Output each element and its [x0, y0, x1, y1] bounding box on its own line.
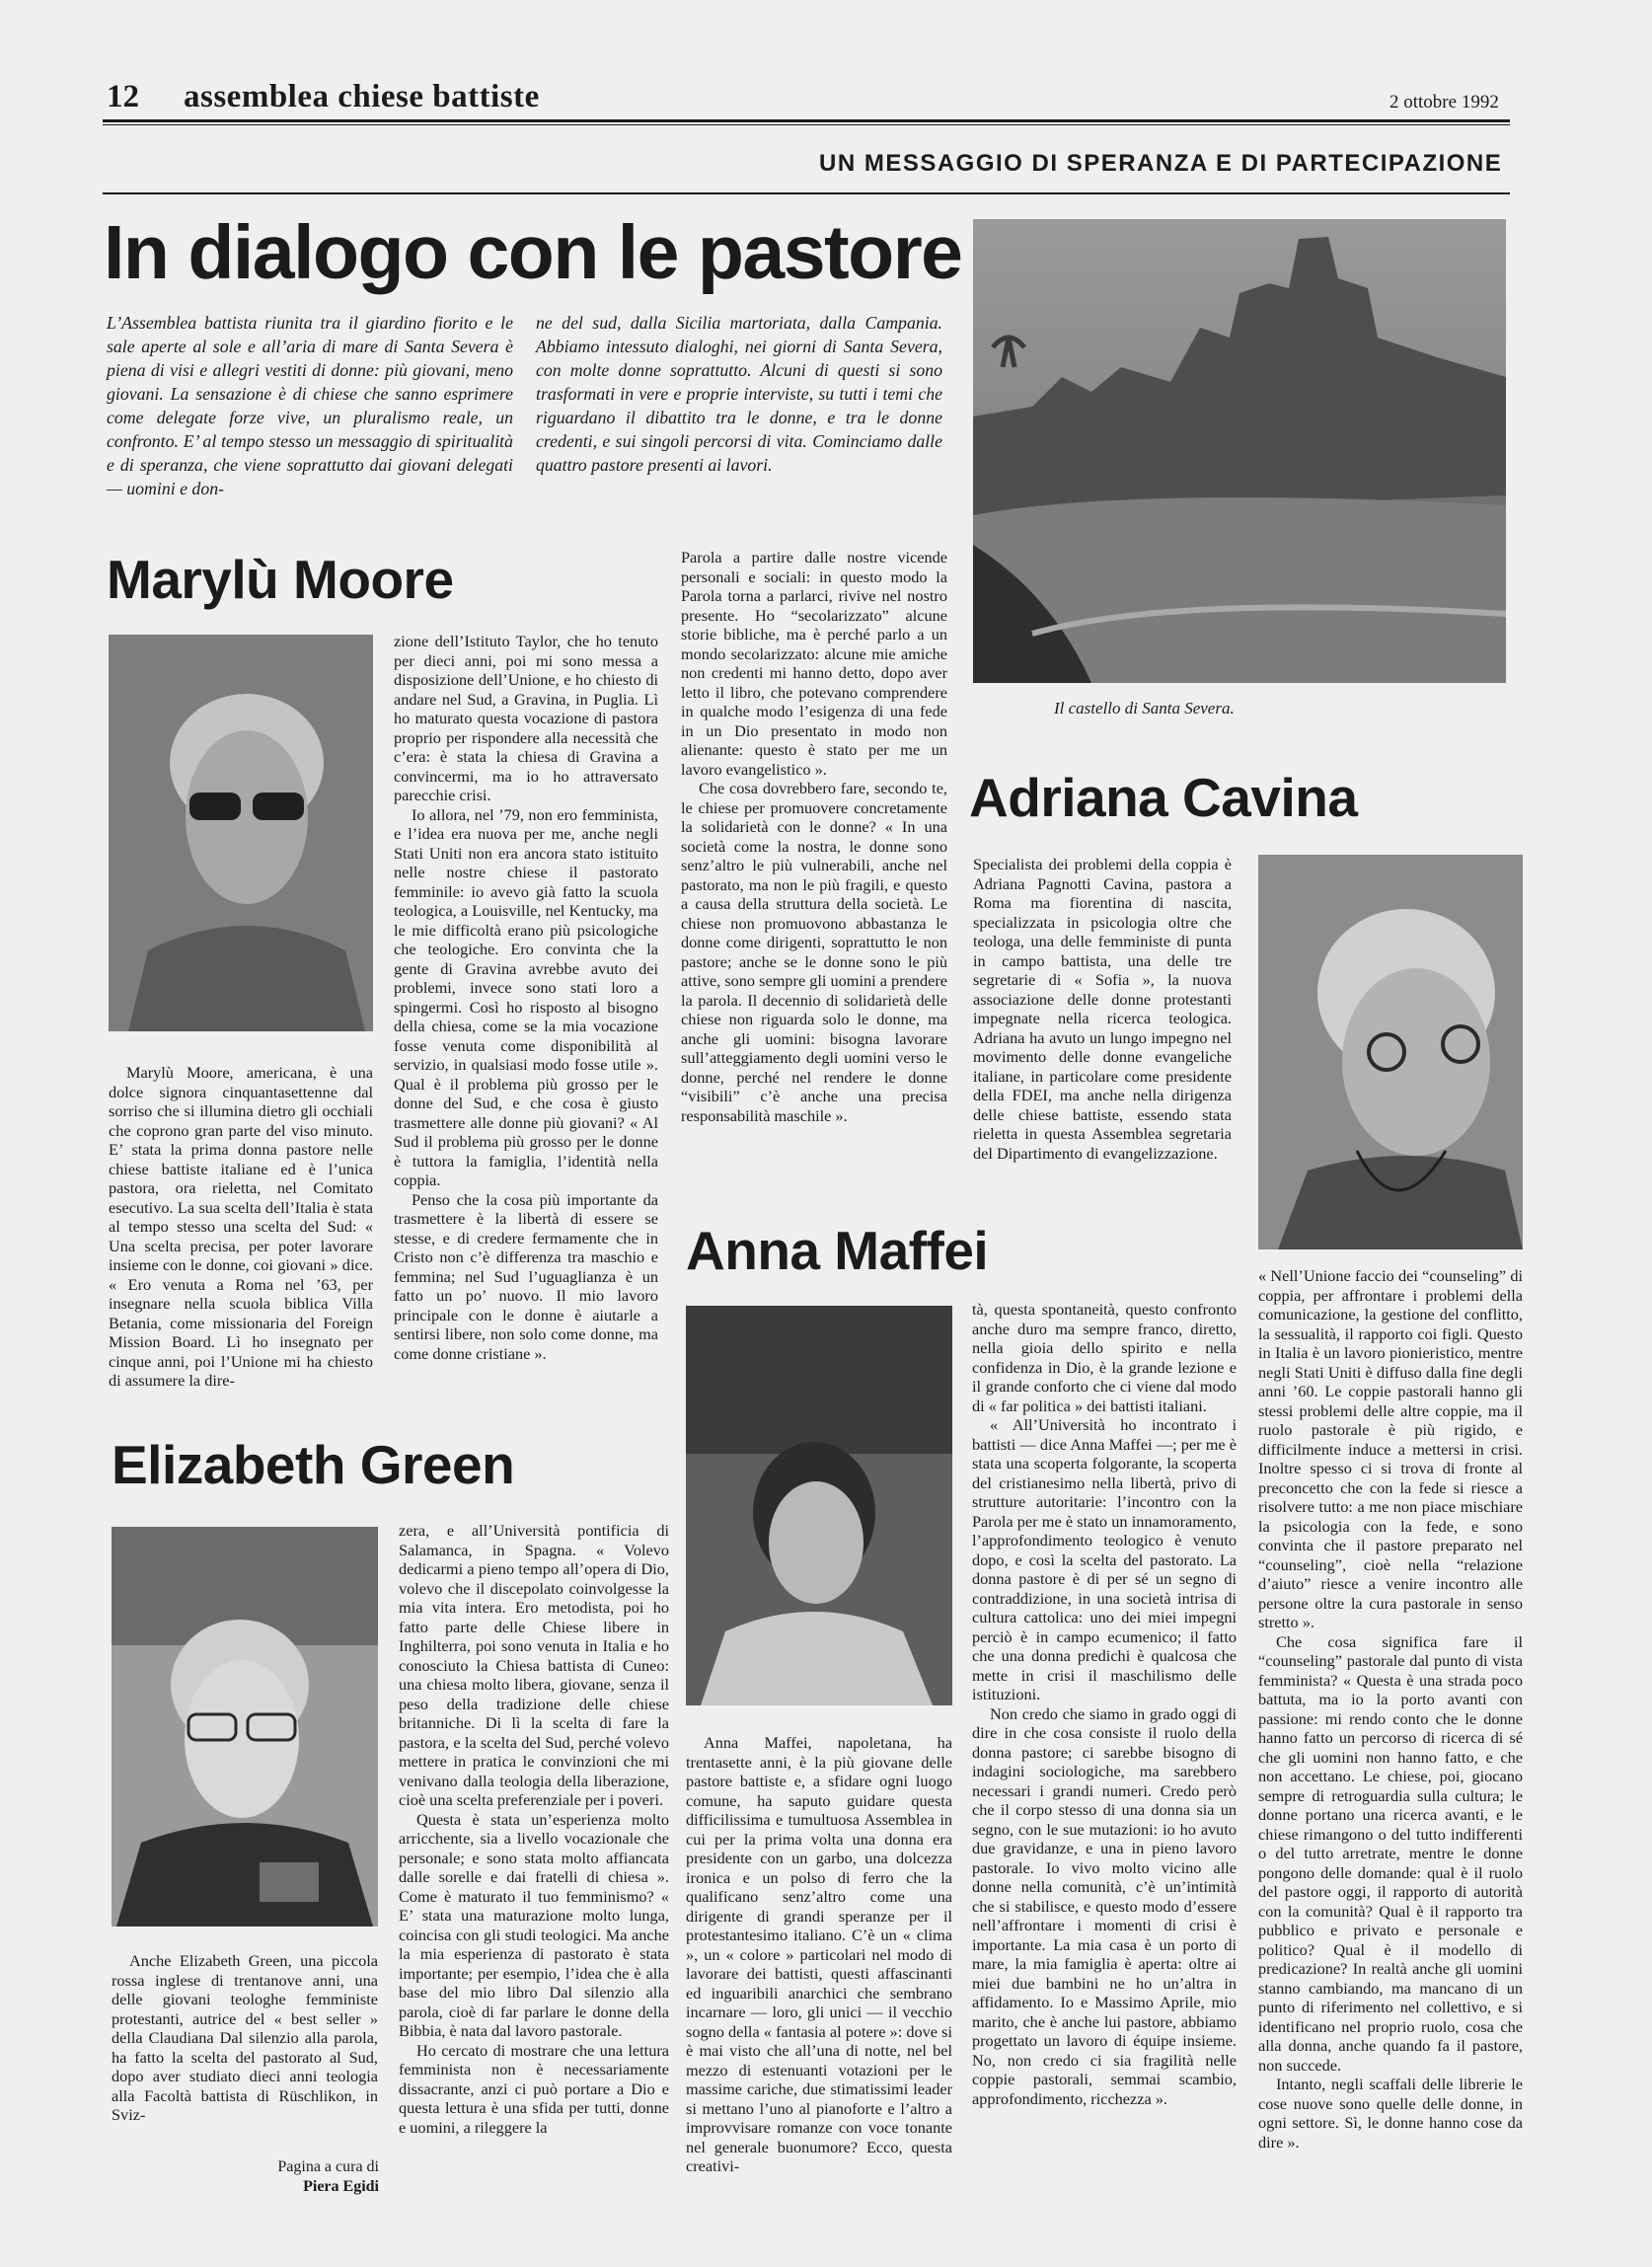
portrait-cavina	[1258, 855, 1523, 1249]
caption-moore: Marylù Moore, americana, è una dolce signora cinquantasettenne dal sorriso che si illumina dietro gli occhiali che coprono gran parte del viso minuto. E’ stata la prima donna pastore nelle chiese battiste italiane ed è l’unica pastora, ora rieletta, nel Comitato esecutivo. La sua scelta dell’Italia è stata al tempo stesso una scelta del Sud: « Una scelta precisa, per poter lavorare insieme con le donne, coi giovani » dice. « Ero venuta a Roma nel ’63, per insegnare nella scuola biblica Villa Betania, come missionaria del Foreign Mission Board. Lì ho insegnato per cinque anni, poi l’Unione mi ha chiesto di assumere la dire-	[109, 1063, 373, 1390]
body-moore-col3: Parola a partire dalle nostre vicende personali e sociali: in questo modo la Parola torna a parlarci, rivive nel nostro presente. Ho “secolarizzato” alcune storie bibliche, ma è perché parlo a un mondo secolarizzato: alcune mie amiche non credenti mi hanno detto, dopo aver letto il libro, che potevano comprendere in qualche modo l’esigenza di una fede in un Dio presentato in modo non alienante: questo è stato per me un lavoro evangelistico ». Che cosa dovrebbero fare, secondo te, le chiese per promuovere concretamente la solidarietà con le donne? « In una società come la nostra, le donne sono senz’altro le più vulnerabili, anche nel pastorato, ma non le più fragili, e questo a causa della struttura della società. Le chiese non promuovono abbastanza le donne come dirigenti, soprattutto le non pastore; anche se le donne sono le più attive, sono sempre gli uomini a prendere la parola. Il decennio di solidarietà delle chiese non riguarda solo le donne, ma anche gli uomini: bisogna lavorare sull’atteggiamento degli uomini verso le donne, perché nel rendere le donne “visibili” c’è anche una precisa responsabilità maschile ».	[681, 548, 947, 1125]
section-title-moore: Marylù Moore	[107, 549, 454, 610]
section-title-cavina: Adriana Cavina	[969, 767, 1358, 828]
body-cavina-col1: Specialista dei problemi della coppia è Adriana Pagnotti Cavina, pastora a Roma ma fiorentina di nascita, specializzata in psicologia oltre che teologa, una delle femministe di punta in campo battista, una delle tre segretarie di « Sofia », la nuova associazione delle donne protestanti impegnate nella ricerca teologica. Adriana ha avuto un lungo impegno nel movimento delle donne evangeliche italiane, in particolare come presidente della FDEI, ma anche nella dirigenza delle chiese battiste, essendo stata rieletta in questa Assemblea segretaria del Dipartimento di evangelizzazione.	[973, 855, 1232, 1163]
credit-line-1: Pagina a cura di	[277, 2158, 379, 2175]
body-moore-col2: zione dell’Istituto Taylor, che ho tenuto per dieci anni, poi mi sono messa a disposizione dell’Unione, e ho chiesto di andare nel Sud, a Gravina, in Puglia. Lì ho maturato questa vocazione di pastora proprio per rispondere alla necessità che c’era: è stata la chiesa di Gravina a convincermi, ma io ho attraversato parecchie crisi. Io allora, nel ’79, non ero femminista, e l’idea era nuova per me, anche negli Stati Uniti non era ancora stato istituito nelle nostre chiese il pastorato femminile: io avevo già fatto la scuola teologica, a Louisville, nel Kentucky, ma le mie difficoltà erano più psicologiche che teologiche. Ero convinta che la gente di Gravina avrebbe avuto dei problemi, invece sono stati loro a spingermi. Così ho risposto al bisogno della chiesa, come se la mia vocazione fosse venuta come disponibilità al servizio, in qualsiasi modo fosse utile ». Qual è il problema più grosso per le donne del Sud, e che cosa è giusto trasmettere alle donne più giovani? « Al Sud il problema più grosso per le donne è tuttora la famiglia, l’identità nella coppia. Penso che la cosa più importante da trasmettere è la libertà di essere se stesse, e di credere fermamente che in Cristo non c’è differenza tra maschio e femmina; nel Sud l’uguaglianza è un fatto un po’ nuovo. Il mio lavoro principale con le donne è aiutarle a sentirsi libere, non solo come donne, ma come donne cristiane ».	[394, 632, 658, 1363]
portrait-green	[112, 1527, 378, 1927]
portrait-maffei	[686, 1306, 952, 1705]
body-green-col2: zera, e all’Università pontificia di Salamanca, in Spagna. « Volevo dedicarmi a pieno tempo all’opera di Dio, volevo che il discepolato coinvolgesse la mia vita intera. Ero metodista, poi ho fatto parte delle Chiese libere in Inghilterra, poi sono venuta in Italia e ho conosciuto la Chiesa battista di Cuneo: una chiesa molto libera, giovane, senza il peso della tradizione delle chiese britanniche. Di lì la scelta di fare la pastora, e la scelta del Sud, perché volevo mettere in pratica le convinzioni che mi venivano dalla teologia della liberazione, cioè una scelta preferenziale per i poveri. Questa è stata un’esperienza molto arricchente, sia a livello vocazionale che personale; e sono stata molto affiancata dalle sorelle e dai fratelli di chiesa ». Come è maturato il tuo femminismo? « E’ stata una maturazione molto lunga, coincisa con gli studi teologici. Ma anche la mia esperienza di pastorato è stata importante; per esempio, l’idea che è alla base del mio libro Dal silenzio alla parola, cioè di far parlare le donne della Bibbia, è nata dal lavoro pastorale. Ho cercato di mostrare che una lettura femminista non è necessariamente dissacrante, anzi ci può portare a Dio e questa lettura è una sfida per tutti, donne e uomini, a rileggere la	[399, 1521, 669, 2137]
publication-title: assemblea chiese battiste	[184, 79, 540, 114]
body-cavina-col2: « Nell’Unione faccio dei “counseling” di coppia, per affrontare i problemi della comunicazione, la gestione del conflitto, la sessualità, il rapporto coi figli. Questo in Italia è un lavoro pionieristico, mentre negli Stati Uniti è diffuso dalla fine degli anni ’60. Le coppie pastorali hanno gli stessi problemi delle altre coppie, ma il ruolo pastorale è più rigido, e difficilmente inducе a mettersi in crisi. Inoltre spesso ci si trova di fronte al preconcetto che con la fede si riesce a risolvere tutto: a me non piace mischiare la psicologia con la fede, e sono convinta che il pastore preparato nel “counseling”, cioè nella “relazione d’aiuto” riesce a venire incontro alle persone oltre la cura pastorale in senso stretto ». Che cosa significa fare il “counseling” pastorale dal punto di vista femminista? « Questa è una strada poco battuta, ma io la porto avanti con passione: mi rendo conto che le donne hanno fatto un percorso di ricerca di sé che gli uomini non hanno fatto, e che non accettano. Le chiese, poi, giocano sempre di retroguardia sulla cultura; le donne portano una ricerca avanti, e le chiese rimangono o del tutto indifferenti o del tutto arretrate, mentre le donne pongono delle domande: qual è il ruolo del pastore oggi, il rapporto di autorità con la comunità? Qual è il rapporto tra pubblico e privato e personale e politico? Qual è il modello di predicazione? In realtà anche gli uomini stanno cambiando, ma mancano di un punto di riferimento nel collettivo, e si identificano nel proprio ruolo, cosa che alla donna, anche quando fa il pastore, non succede. Intanto, negli scaffali delle librerie le cose nuove sono quelle delle donne, in ogni settore. Sì, le donne hanno cose da dire ».	[1258, 1266, 1523, 2152]
castle-photo	[973, 219, 1506, 683]
intro-column-1: L’Assemblea battista riunita tra il giardino fiorito e le sale aperte al sole e all’aria di mare di Santa Severa è piena di visi e allegri vestiti di donne: più giovani, meno giovani. La sensazione è di chiese che sanno esprimere come delegate forze vive, un pluralismo reale, un confronto. E’ al tempo stesso un messaggio di spiritualità e di speranza, che viene soprattutto dai giovani delegati — uomini e don-	[107, 313, 513, 498]
portrait-moore	[109, 635, 373, 1031]
masthead-rule	[103, 119, 1510, 122]
section-kicker: UN MESSAGGIO DI SPERANZA E DI PARTECIPAZIONE	[819, 150, 1503, 177]
intro-column-2: ne del sud, dalla Sicilia martoriata, dalla Campania. Abbiamo intessuto dialoghi, nei giorni di Santa Severa, con molte donne soprattutto. Alcuni di questi si sono trasformati in vere e proprie interviste, su tutti i temi che riguardano il dibattito tra le donne, e tra le donne credenti, e sui singoli percorsi di vita. Cominciamo dalle quattro pastore presenti ai lavori.	[536, 313, 942, 475]
page-number: 12	[107, 79, 139, 114]
masthead-rule-thin	[103, 124, 1510, 125]
kicker-rule	[103, 192, 1510, 194]
caption-maffei: Anna Maffei, napoletana, ha trentasette anni, è la più giovane delle pastore battiste e, a sfidare ogni luogo comune, ha saputo guidare questa difficilissima e tumultuosa Assemblea in cui per la prima volta una donna era presidente con un garbo, una dolcezza ironica e un polso di ferro che la qualificano senz’altro come una dirigente di grandi speranze per il protestantesimo italiano. C’è un « clima », un « colore » particolari nel modo di lavorare dei battisti, questi affascinanti ed inguaribili anarchici che sembrano incarnare — loro, gli unici — il vecchio sogno della « fantasia al potere »: dove si è mai visto che all’una di notte, nel bel mezzo di estenuanti votazioni per le massime cariche, due stimatissimi leader si mettano l’uno al pianoforte e l’altro a improvvisare romanze con voce tonante nel generale buonumore? Ecco, questa creativi-	[686, 1733, 952, 2175]
castle-photo-caption: Il castello di Santa Severa.	[1054, 699, 1235, 718]
section-title-green: Elizabeth Green	[112, 1434, 515, 1495]
headline: In dialogo con le pastore	[104, 210, 962, 295]
caption-green: Anche Elizabeth Green, una piccola rossa inglese di trentanove anni, una delle giovani teologhe femministe protestanti, autrice del « best seller » della Claudiana Dal silenzio alla parola, ha fatto la scelta del pastorato al Sud, dopo aver studiato dieci anni teologia alla Facoltà battista di Rüschlikon, in Sviz-	[112, 1951, 378, 2124]
body-maffei-col2: tà, questa spontaneità, questo confronto anche duro ma sempre franco, diretto, nella gioia dello spirito e nella confidenza in Dio, è la grande lezione e il grande conforto che ci viene dal modo di « far politica » dei battisti italiani. « All’Università ho incontrato i battisti — dice Anna Maffei —; per me è stata una scoperta folgorante, la scoperta del cristianesimo nella libertà, privo di strutture autoritarie: l’incontro con la Parola per me è stato un innamoramento, l’approfondimento teologico è venuto dopo, e così la scelta del pastorato. La donna pastore è di per sé un segno di contraddizione, in una società intrisa di cultura cattolica: uno dei miei impegni perciò è in campo ecumenico; il fatto che una donna predichi è qualcosa che mette in crisi il maschilismo delle istituzioni. Non credo che siamo in grado oggi di dire in che cosa consiste il ruolo della donna pastore; ci sarebbe bisogno di indagini sociologiche, ma sarebbero necessari i grandi numeri. Credo però che il corpo stesso di una donna sia un segno, con le sue mutazioni: io ho avuto due gravidanze, e una in pieno lavoro pastorale. Io vivo molto vicino alle donne nella comunità, c’è un’intimità che si stabilisce, e questo modo d’essere nell’affrontare i momenti di crisi è importante. La mia casa è un porto di mare, la mia famiglia è aperta: oltre ai miei due bambini ne ho un’altra in affidamento. Io e Massimo Aprile, mio marito, che è anche lui pastore, abbiamo progettato un lavoro di équipe insieme. No, non credo ci sia fragilità nelle coppie pastorali, semmai scambio, approfondimento, ricchezza ».	[972, 1300, 1237, 2108]
credit-author: Piera Egidi	[303, 2178, 379, 2195]
section-title-maffei: Anna Maffei	[686, 1220, 989, 1281]
issue-date: 2 ottobre 1992	[1389, 92, 1499, 113]
page-credit	[241, 2157, 379, 2197]
